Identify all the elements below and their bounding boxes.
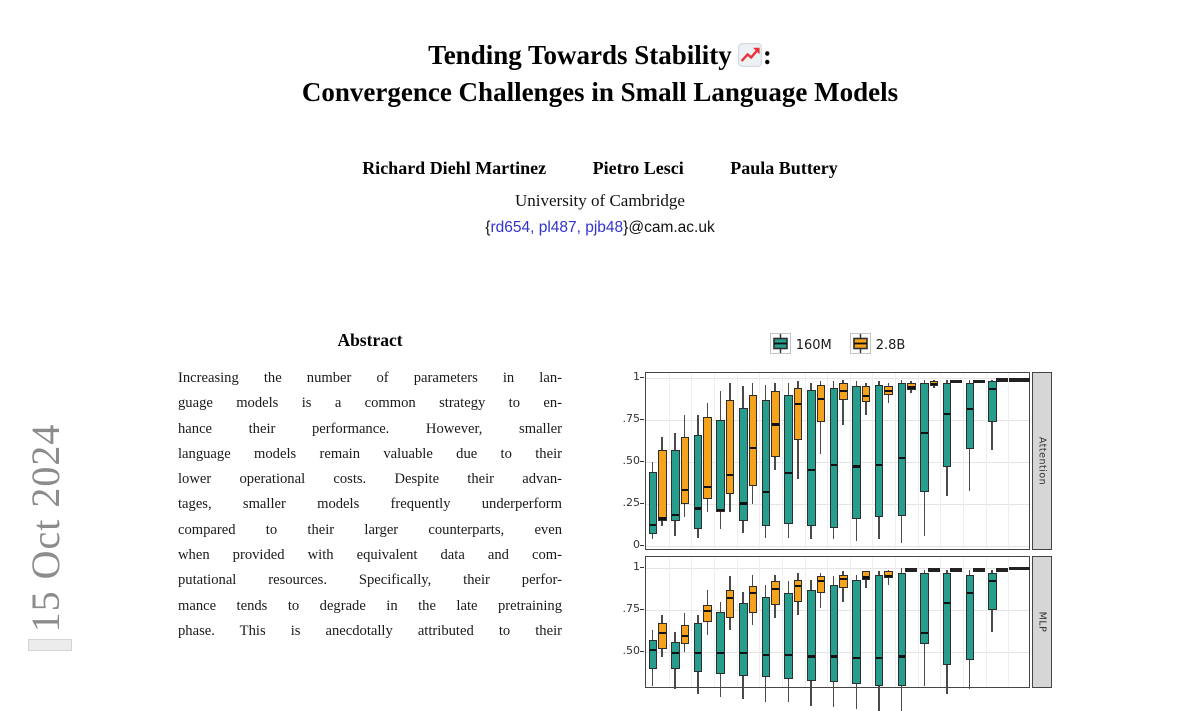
abstract-line: phase. This is anecdotally attributed to their [178,622,562,639]
boxplot-box [694,623,703,672]
facet-panel-mlp [645,556,1030,688]
h-gridline [646,546,1029,547]
boxplot-box [920,573,929,644]
paper-title [0,38,1200,109]
boxplot-box [658,450,667,521]
boxplot-collapsed-dash [950,380,962,383]
facet-panel-attention [645,372,1030,550]
boxplot-box [681,437,690,504]
boxplot-box [966,383,975,449]
boxplot-median [750,447,757,449]
v-gridline [850,557,851,687]
facet-strip-label: Attention [1036,436,1048,486]
boxplot-box [784,593,793,679]
boxplot-box [739,408,748,521]
chart-increasing-emoji [738,41,762,75]
boxplot-median [876,464,883,466]
v-gridline [872,373,873,549]
boxplot-median [704,486,711,488]
boxplot-median [840,390,847,392]
figure-boxplot [618,330,1063,660]
v-gridline [737,373,738,549]
abstract-section [178,330,562,644]
boxplot-box [852,580,861,684]
boxplot-median [967,408,974,410]
y-tick-label: .25 [622,496,640,509]
y-tick-label: .50 [622,644,640,657]
boxplot-median [763,654,770,656]
boxplot-box [794,580,803,602]
boxplot-box [966,575,975,661]
boxplot-median [931,383,938,385]
boxplot-box [839,383,848,400]
email-ids[interactable]: rd654, pl487, pjb48 [490,219,624,236]
boxplot-median [704,610,711,612]
boxplot-median [750,592,757,594]
y-tick-mark [640,567,644,568]
boxplot-box [875,385,884,518]
boxplot-box [694,435,703,529]
boxplot-box [817,385,826,422]
v-gridline [805,373,806,549]
boxplot-box [784,395,793,524]
chart-legend [645,333,1030,357]
boxplot-median [682,635,689,637]
boxplot-median [863,395,870,397]
v-gridline [986,557,987,687]
boxplot-box [930,381,939,386]
v-gridline [1008,373,1009,549]
legend-item [850,333,906,358]
boxplot-median [863,576,870,578]
boxplot-collapsed-dash [973,568,985,571]
boxplot-box [830,388,839,527]
boxplot-box [671,450,680,521]
author-list [0,158,1200,179]
boxplot-collapsed-dash [905,568,917,571]
v-gridline [827,373,828,549]
boxplot-median [818,398,825,400]
email-line [0,219,1200,237]
v-gridline [963,557,964,687]
abstract-line: tages, smaller models frequently underperform [178,496,562,513]
arxiv-watermark-stub [28,639,72,651]
boxplot-median [763,491,770,493]
legend-label: 160M [795,337,832,353]
boxplot-median [818,580,825,582]
v-gridline [918,557,919,687]
email-brace-open: { [485,219,491,236]
v-gridline [669,373,670,549]
boxplot-median [899,655,906,657]
boxplot-box [898,573,907,686]
v-gridline [669,557,670,687]
abstract-line: lower operational costs. Despite their advan- [178,471,562,488]
boxplot-median [659,517,666,519]
boxplot-collapsed-dash [950,568,962,571]
abstract-line: mance tends to degrade in the late pretraining [178,597,562,614]
legend-item [770,333,832,358]
boxplot-median [885,575,892,577]
boxplot-box [884,571,893,578]
y-tick-mark [640,609,644,610]
author-name: Paula Buttery [730,158,838,178]
facet-strip-label: MLP [1036,611,1048,633]
boxplot-box [716,420,725,512]
v-gridline [714,373,715,549]
boxplot-box [658,623,667,648]
legend-key-boxplot-icon [850,333,871,358]
boxplot-box [884,386,893,394]
boxplot-median [908,386,915,388]
abstract-line: when provided with equivalent data and com- [178,547,562,564]
y-tick-mark [640,651,644,652]
v-gridline [963,373,964,549]
boxplot-median [785,654,792,656]
y-tick-mark [640,545,644,546]
abstract-line: Increasing the number of parameters in lan- [178,370,562,386]
abstract-line: language models remain valuable due to their [178,445,562,462]
boxplot-collapsed-dash [996,378,1008,381]
author-name: Pietro Lesci [592,158,684,178]
abstract-line: guage models is a common strategy to en- [178,395,562,412]
boxplot-median [727,474,734,476]
boxplot-median [853,465,860,467]
boxplot-median [989,388,996,390]
boxplot-box [703,417,712,499]
v-gridline [895,557,896,687]
y-tick-label: 1 [633,370,640,383]
boxplot-box [771,391,780,457]
legend-label: 2.8B [875,337,906,353]
y-tick-label: .75 [622,602,640,615]
boxplot-median [650,649,657,651]
boxplot-box [852,386,861,519]
boxplot-box [716,612,725,674]
boxplot-box [771,581,780,605]
boxplot-median [695,507,702,509]
paper-title-line1: Tending Towards Stability : [0,38,1200,75]
boxplot-median [772,423,779,425]
h-gridline [646,378,1029,379]
boxplot-median [795,403,802,405]
boxplot-median [885,390,892,392]
arxiv-date-watermark: 15 Oct 2024 [23,423,68,633]
abstract-body [178,366,562,644]
v-gridline [691,557,692,687]
boxplot-box [907,383,916,390]
boxplot-median [785,472,792,474]
boxplot-box [703,605,712,622]
v-gridline [872,557,873,687]
boxplot-box [807,390,816,526]
boxplot-box [839,575,848,588]
boxplot-box [862,386,871,401]
boxplot-box [762,597,771,678]
boxplot-median [989,580,996,582]
author-name: Richard Diehl Martinez [362,158,547,178]
boxplot-median [840,578,847,580]
paper-title-line2: Convergence Challenges in Small Language Models [301,77,899,107]
abstract-line: putational resources. Specifically, their perfor- [178,572,562,589]
boxplot-median [899,457,906,459]
boxplot-box [898,383,907,516]
boxplot-box [862,571,871,579]
email-suffix: }@cam.ac.uk [623,219,715,236]
y-tick-mark [640,461,644,462]
boxplot-box [817,576,826,593]
boxplot-median [967,592,974,594]
boxplot-median [921,432,928,434]
boxplot-median [717,509,724,511]
boxplot-collapsed-dash [996,568,1008,571]
boxplot-median [672,652,679,654]
v-gridline [986,373,987,549]
v-gridline [940,373,941,549]
boxplot-median [831,464,838,466]
y-tick-label: .75 [622,412,640,425]
y-tick-mark [640,503,644,504]
v-gridline [691,373,692,549]
boxplot-median [740,502,747,504]
v-gridline [737,557,738,687]
v-gridline [782,557,783,687]
boxplot-median [727,597,734,599]
boxplot-collapsed-dash [928,568,940,571]
boxplot-median [921,632,928,634]
boxplot-box [749,586,758,613]
v-gridline [1008,557,1009,687]
boxplot-median [650,524,657,526]
boxplot-box [875,575,884,686]
boxplot-median [717,652,724,654]
boxplot-box [649,640,658,669]
y-tick-label: 0 [633,538,640,551]
boxplot-collapsed-dash [1018,378,1030,381]
boxplot-box [830,585,839,682]
v-gridline [850,373,851,549]
v-gridline [918,373,919,549]
v-gridline [759,557,760,687]
abstract-line: compared to their larger counterparts, even [178,521,562,538]
boxplot-box [649,472,658,534]
y-tick-mark [640,419,644,420]
boxplot-median [659,632,666,634]
boxplot-box [749,395,758,486]
boxplot-box [762,400,771,526]
boxplot-median [740,652,747,654]
facet-strip-mlp [1032,556,1052,688]
boxplot-box [988,573,997,610]
boxplot-median [853,657,860,659]
boxplot-median [876,657,883,659]
boxplot-box [920,383,929,492]
boxplot-box [943,573,952,665]
y-tick-mark [640,377,644,378]
affiliation: University of Cambridge [515,191,685,210]
v-gridline [940,557,941,687]
boxplot-median [772,588,779,590]
y-tick-label: 1 [633,560,640,573]
boxplot-box [681,625,690,643]
boxplot-box [807,590,816,681]
boxplot-median [672,514,679,516]
boxplot-collapsed-dash [1018,567,1030,570]
v-gridline [827,557,828,687]
boxplot-median [682,489,689,491]
boxplot-box [794,388,803,440]
v-gridline [782,373,783,549]
boxplot-median [944,413,951,415]
boxplot-box [943,383,952,467]
boxplot-median [831,655,838,657]
boxplot-collapsed-dash [973,380,985,383]
abstract-heading: Abstract [337,330,403,350]
boxplot-box [988,381,997,421]
boxplot-median [808,655,815,657]
abstract-line: hance their performance. However, smaller [178,420,562,437]
boxplot-median [695,652,702,654]
boxplot-median [808,469,815,471]
y-tick-label: .50 [622,454,640,467]
v-gridline [895,373,896,549]
v-gridline [805,557,806,687]
v-gridline [714,557,715,687]
boxplot-box [726,590,735,619]
boxplot-median [944,602,951,604]
boxplot-box [726,400,735,494]
facet-strip-attention [1032,372,1052,550]
boxplot-box [671,642,680,669]
h-gridline [646,568,1029,569]
v-gridline [759,373,760,549]
boxplot-box [739,603,748,675]
legend-key-boxplot-icon [770,333,791,358]
boxplot-median [795,585,802,587]
